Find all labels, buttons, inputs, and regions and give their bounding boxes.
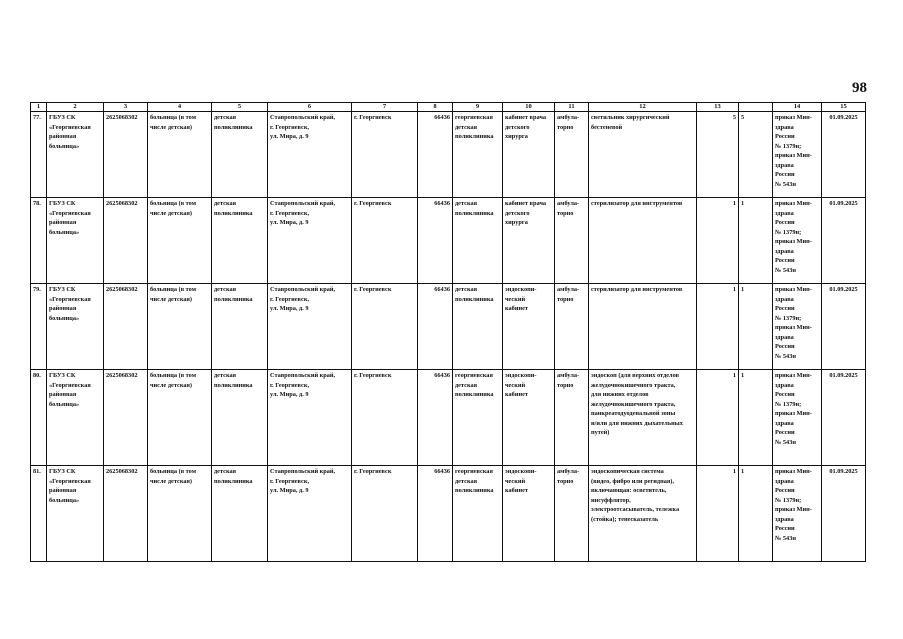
address: Ставропольский край, г. Георгиевск, ул. Мира, д. 9	[268, 198, 352, 284]
unit: детская поликлиника	[212, 466, 268, 562]
equipment-table	[30, 102, 866, 562]
qty-required: 5	[697, 112, 739, 198]
col-header: 3	[104, 103, 148, 112]
room: эндоскопи- ческий кабинет	[503, 284, 555, 370]
table-row	[31, 112, 866, 198]
department: детская поликлиника	[453, 198, 503, 284]
qty-actual: 1	[739, 284, 773, 370]
department: детская поликлиника	[453, 284, 503, 370]
organization: ГБУЗ СК «Георгиевская районная больница»	[47, 284, 104, 370]
qty-required: 1	[697, 284, 739, 370]
code: 66436	[418, 112, 453, 198]
organization: ГБУЗ СК «Георгиевская районная больница»	[47, 466, 104, 562]
table-row	[31, 370, 866, 466]
code: 66436	[418, 466, 453, 562]
col-header	[739, 103, 773, 112]
inn: 2625068302	[104, 112, 148, 198]
address: Ставропольский край, г. Георгиевск, ул. Мира, д. 9	[268, 466, 352, 562]
facility-type: больница (в том числе детская)	[148, 370, 212, 466]
col-header: 2	[47, 103, 104, 112]
qty-required: 1	[697, 466, 739, 562]
qty-required: 1	[697, 370, 739, 466]
order-reference: приказ Мин- здрава России № 1379н; приказ Мин- здрава России № 543н	[773, 198, 822, 284]
code: 66436	[418, 284, 453, 370]
facility-type: больница (в том числе детская)	[148, 198, 212, 284]
city: г. Георгиевск	[352, 198, 418, 284]
column-number-row	[31, 103, 866, 112]
col-header: 1	[31, 103, 47, 112]
facility-type: больница (в том числе детская)	[148, 284, 212, 370]
order-reference: приказ Мин- здрава России № 1379н; приказ Мин- здрава России № 543н	[773, 112, 822, 198]
equipment: эндоскоп (для верхних отделов желудочнокишечного тракта, для нижних отделов желудочнокишечного тракта, панкреатодуоденальной зоны и/или для нижних дыхательных путей)	[589, 370, 697, 466]
care-mode: амбула- торно	[555, 370, 589, 466]
col-header: 12	[589, 103, 697, 112]
col-header: 13	[697, 103, 739, 112]
inn: 2625068302	[104, 466, 148, 562]
date: 01.09.2025	[822, 284, 866, 370]
room: эндоскопи- ческий кабинет	[503, 466, 555, 562]
col-header: 7	[352, 103, 418, 112]
room: кабинет врача детского хирурга	[503, 198, 555, 284]
date: 01.09.2025	[822, 112, 866, 198]
city: г. Георгиевск	[352, 466, 418, 562]
unit: детская поликлиника	[212, 198, 268, 284]
row-number: 81.	[31, 466, 47, 562]
organization: ГБУЗ СК «Георгиевская районная больница»	[47, 198, 104, 284]
col-header: 9	[453, 103, 503, 112]
row-number: 80.	[31, 370, 47, 466]
facility-type: больница (в том числе детская)	[148, 112, 212, 198]
equipment: стерилизатор для инструментов	[589, 284, 697, 370]
order-reference: приказ Мин- здрава России № 1379н; приказ Мин- здрава России № 543н	[773, 466, 822, 562]
organization: ГБУЗ СК «Георгиевская районная больница»	[47, 370, 104, 466]
row-number: 77.	[31, 112, 47, 198]
equipment: эндоскопическая система (видео, фибро или регидная), включающая: осветитель, инсуффлятор, электроотсасыватель, тележка (стойка); тенесказатель	[589, 466, 697, 562]
qty-actual: 1	[739, 370, 773, 466]
equipment: стерилизатор для инструментов	[589, 198, 697, 284]
care-mode: амбула- торно	[555, 284, 589, 370]
city: г. Георгиевск	[352, 112, 418, 198]
unit: детская поликлиника	[212, 284, 268, 370]
col-header: 11	[555, 103, 589, 112]
inn: 2625068302	[104, 284, 148, 370]
room: кабинет врача детского хирурга	[503, 112, 555, 198]
table-row	[31, 198, 866, 284]
care-mode: амбула- торно	[555, 198, 589, 284]
facility-type: больница (в том числе детская)	[148, 466, 212, 562]
date: 01.09.2025	[822, 466, 866, 562]
date: 01.09.2025	[822, 370, 866, 466]
qty-actual: 1	[739, 198, 773, 284]
code: 66436	[418, 198, 453, 284]
table-row	[31, 466, 866, 562]
order-reference: приказ Мин- здрава России № 1379н; приказ Мин- здрава России № 543н	[773, 284, 822, 370]
col-header: 4	[148, 103, 212, 112]
col-header: 5	[212, 103, 268, 112]
address: Ставропольский край, г. Георгиевск, ул. Мира, д. 9	[268, 370, 352, 466]
col-header: 10	[503, 103, 555, 112]
inn: 2625068302	[104, 370, 148, 466]
qty-actual: 1	[739, 466, 773, 562]
row-number: 78.	[31, 198, 47, 284]
care-mode: амбула- торно	[555, 112, 589, 198]
col-header: 8	[418, 103, 453, 112]
unit: детская поликлиника	[212, 370, 268, 466]
care-mode: амбула- торно	[555, 466, 589, 562]
department: георгиевская детская поликлиника	[453, 370, 503, 466]
qty-actual: 5	[739, 112, 773, 198]
address: Ставропольский край, г. Георгиевск, ул. Мира, д. 9	[268, 284, 352, 370]
code: 66436	[418, 370, 453, 466]
date: 01.09.2025	[822, 198, 866, 284]
qty-required: 1	[697, 198, 739, 284]
col-header: 14	[773, 103, 822, 112]
order-reference: приказ Мин- здрава России № 1379н; приказ Мин- здрава России № 543н	[773, 370, 822, 466]
department: георгиевская детская поликлиника	[453, 112, 503, 198]
col-header: 15	[822, 103, 866, 112]
organization: ГБУЗ СК «Георгиевская районная больница»	[47, 112, 104, 198]
room: эндоскопи- ческий кабинет	[503, 370, 555, 466]
table-row	[31, 284, 866, 370]
inn: 2625068302	[104, 198, 148, 284]
address: Ставропольский край, г. Георгиевск, ул. Мира, д. 9	[268, 112, 352, 198]
col-header: 6	[268, 103, 352, 112]
equipment: светильник хирургический бестеневой	[589, 112, 697, 198]
page-number: 98	[852, 80, 867, 96]
row-number: 79.	[31, 284, 47, 370]
city: г. Георгиевск	[352, 370, 418, 466]
unit: детская поликлиника	[212, 112, 268, 198]
city: г. Георгиевск	[352, 284, 418, 370]
department: георгиевская детская поликлиника	[453, 466, 503, 562]
